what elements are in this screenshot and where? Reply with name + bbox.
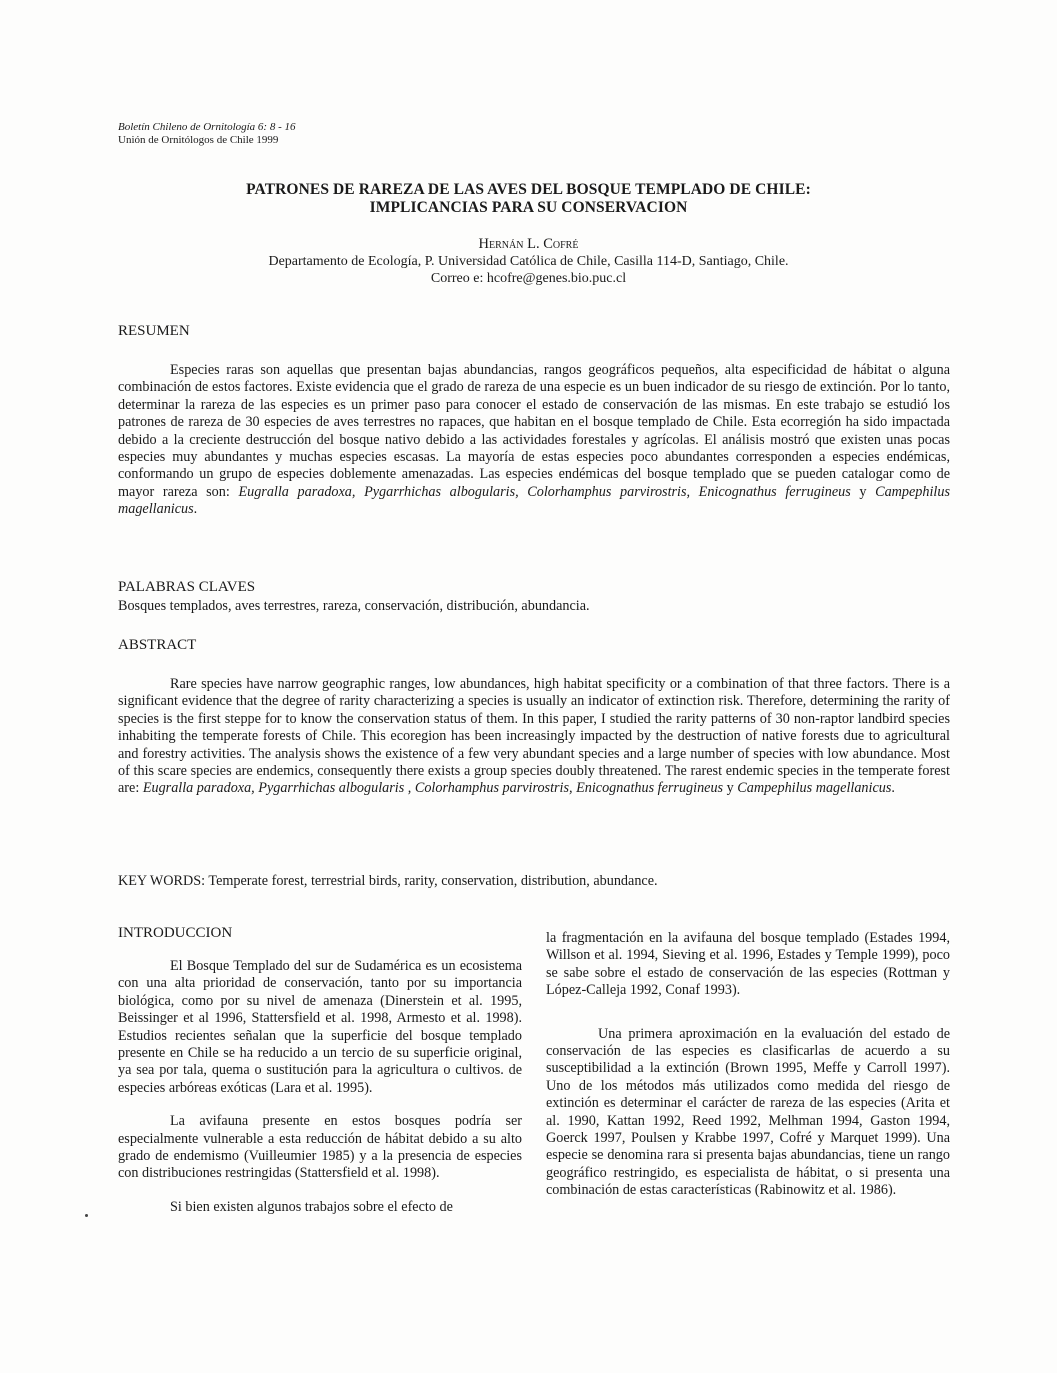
resumen-end: . xyxy=(193,501,198,518)
intro-right-p2-text: Una primera aproximación en la evaluación del estado de conservación de las especies es clasificarlas de acuerdo a su susceptibilidad a la extinción (Brown 1995, Meffe y Carroll 1997). Uno de los métodos más utilizados como medida del riesgo de extinción es determinar el carácter de rareza de las especies (Arita et al. 1990, Kattan 1992, Reed 1992, Melhman 1994, Gaston 1994, Goerck 1997, Poulsen y Krabbe 1997, Cofré y Marquet 1999). Una especie se denomina rara si presenta bajas abundancias, tiene un rango geográfico restringido, es especialista de hábitat, o si presenta una combinación de estas características (Rabinowitz et al. 1986). xyxy=(546,1025,950,1199)
abstract-species: Eugralla paradoxa, Pygarrhichas albogularis , Colorhamphus parvirostris, Enicognathus ferrugineus xyxy=(142,780,724,797)
journal-citation: Boletín Chileno de Ornitología 6: 8 - 16 xyxy=(118,121,296,133)
abstract-conjunction: y xyxy=(723,780,738,797)
intro-right-column xyxy=(546,930,950,1200)
intro-heading: INTRODUCCION xyxy=(118,925,233,941)
scan-speck xyxy=(85,1214,88,1217)
resumen-species: Eugralla paradoxa, Pygarrhichas albogularis, Colorhamphus parvirostris, Enicognathus ferrugineus xyxy=(238,483,851,500)
title-line-1: PATRONES DE RAREZA DE LAS AVES DEL BOSQUE TEMPLADO DE CHILE: xyxy=(246,181,811,198)
journal-publisher: Unión de Ornitólogos de Chile 1999 xyxy=(118,134,279,146)
palabras-heading: PALABRAS CLAVES xyxy=(118,579,256,595)
resumen-heading: RESUMEN xyxy=(118,323,190,339)
abstract-species-last: Campephilus magellanicus xyxy=(737,780,892,797)
author-block xyxy=(118,236,939,287)
intro-left-paragraph-3 xyxy=(118,1199,522,1216)
intro-left-p2-text: La avifauna presente en estos bosques podría ser especialmente vulnerable a esta reducción de hábitat debido a su alto grado de endemismo (Vuilleumier 1985) y a la presencia de especies con distribuciones restringidas (Stattersfield et al. 1998). xyxy=(118,1113,522,1182)
author-email: Correo e: hcofre@genes.bio.puc.cl xyxy=(430,271,627,286)
resumen-paragraph xyxy=(118,362,950,519)
abstract-paragraph xyxy=(118,676,950,798)
paper-title xyxy=(118,181,939,217)
abstract-heading: ABSTRACT xyxy=(118,637,197,653)
intro-left-paragraph-1 xyxy=(118,958,522,1097)
intro-left-column xyxy=(118,958,522,1216)
resumen-species-last: Campephilus magellanicus xyxy=(118,483,950,518)
intro-right-paragraph-1 xyxy=(546,930,950,1000)
keywords-line: KEY WORDS: Temperate forest, terrestrial birds, rarity, conservation, distribution, abundance. xyxy=(118,873,658,889)
intro-left-paragraph-2 xyxy=(118,1113,522,1183)
title-line-2: IMPLICANCIAS PARA SU CONSERVACION xyxy=(369,199,688,216)
intro-right-p1-text: la fragmentación en la avifauna del bosque templado (Estades 1994, Willson et al. 1994, Sieving et al. 1996, Estades y Temple 1999), poco se sabe sobre el estado de conservación de las especies (Rottman y López-Calleja 1992, Conaf 1993). xyxy=(546,930,950,999)
intro-right-paragraph-2 xyxy=(546,1026,950,1200)
resumen-text: Especies raras son aquellas que presentan bajas abundancias, rangos geográficos pequeños, alta especificidad de hábitat o alguna combinación de estos factores. Existe evidencia que el grado de rareza de una especie es un buen indicador de su riesgo de extinción. Por lo tanto, determinar la rareza de las especies es un primer paso para conocer el estado de conservación de las mismas. En este trabajo se estudió los patrones de rareza de 30 especies de aves terrestres no rapaces, que habitan en el bosque templado de Chile. Esta ecorregión ha sido impactada debido a la creciente destrucción del bosque nativo debido a las actividades forestales y agrícolas. El análisis mostró que existen unas pocas especies muy abundantes y muchas especies escasas. La mayoría de estas especies poco abundantes corresponden a especies endémicas, conformando un grupo de especies doblemente amenazadas. Las especies endémicas del bosque templado que se pueden catalogar como de mayor rareza son: xyxy=(118,362,950,500)
author-name: Hernán L. Cofré xyxy=(478,236,579,252)
resumen-conjunction: y xyxy=(850,483,876,500)
author-affiliation: Departamento de Ecología, P. Universidad Católica de Chile, Casilla 114-D, Santiago, Chile. xyxy=(268,254,789,269)
intro-left-p3-text: Si bien existen algunos trabajos sobre el efecto de xyxy=(170,1198,453,1215)
intro-left-p1-text: El Bosque Templado del sur de Sudamérica es un ecosistema con una alta prioridad de conservación, tanto por su importancia biológica, como por su nivel de amenaza (Dinerstein et al. 1995, Beissinger et al 1996, Stattersfield et al. 1998, Armesto et al. 1998). Estudios recientes señalan que la superficie del bosque templado presente en Chile se ha reducido a un tercio de su superficie original, ya sea por tala, quema o sustitución para la agricultura o cultivos. de especies arbóreas exóticas (Lara et al. 1995). xyxy=(118,958,522,1096)
palabras-text: Bosques templados, aves terrestres, rareza, conservación, distribución, abundancia. xyxy=(118,598,590,614)
abstract-text: Rare species have narrow geographic ranges, low abundances, high habitat specificity or a combination of that three factors. There is a significant evidence that the degree of rarity characterizing a species is usually an indicator of extinction risk. Therefore, determining the rarity of species is the first steppe for to know the conservation status of them. In this paper, I studied the rarity patterns of 30 non-raptor landbird species inhabiting the temperate forests of Chile. This ecoregion has been increasingly impacted by the destruction of native forests due to agricultural and forestry activities. The analysis shows the existence of a few very abundant species and a large number of species with low abundance. Most of this scare species are endemics, consequently there exists a group species doubly threatened. The rarest endemic species in the temperate forest are: xyxy=(118,676,950,797)
abstract-end: . xyxy=(891,780,895,797)
journal-header xyxy=(118,121,296,147)
